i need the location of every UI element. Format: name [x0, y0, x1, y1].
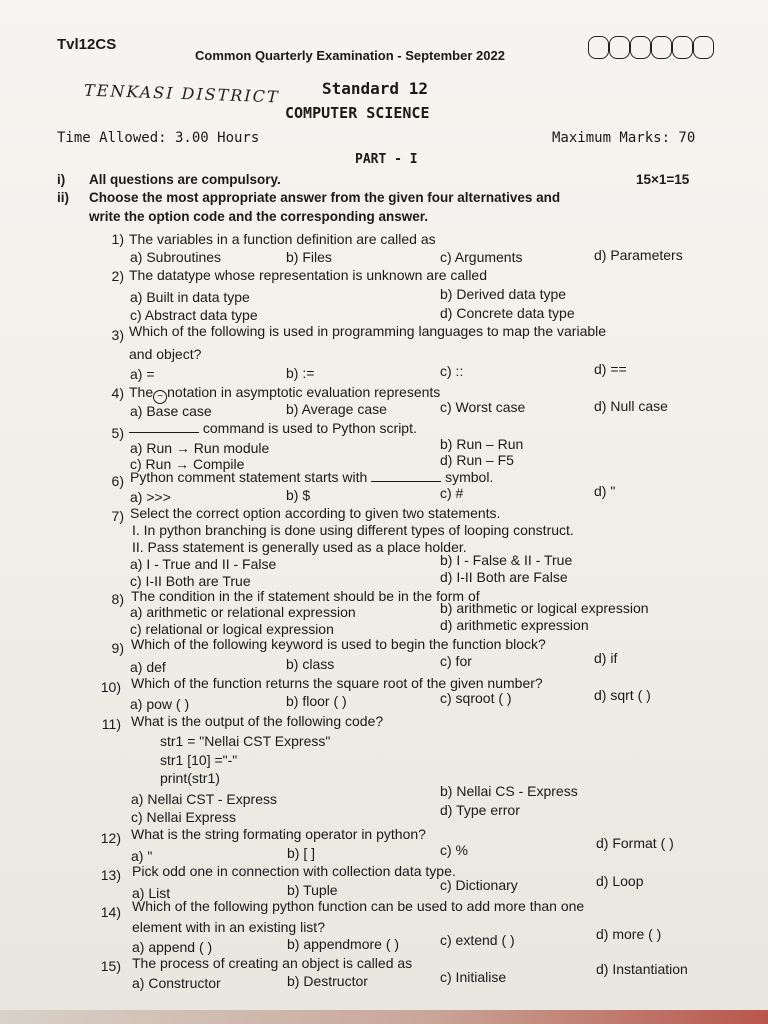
- question-text: The variables in a function definition are called as: [129, 231, 436, 247]
- option-c: c) I-II Both are True: [130, 573, 251, 589]
- instruction-number: i): [57, 172, 66, 187]
- question-text: Pick odd one in connection with collection data type.: [132, 863, 456, 879]
- instruction-text: All questions are compulsory.: [89, 172, 281, 187]
- question-text-cont: and object?: [129, 346, 202, 362]
- option-b: b) class: [286, 656, 335, 672]
- option-c: c) Nellai Express: [131, 809, 237, 825]
- question-number: 1): [111, 231, 124, 247]
- option-d: d) more ( ): [596, 926, 662, 942]
- option-b: b) I - False & II - True: [440, 552, 573, 568]
- option-a: a) >>>: [130, 489, 171, 505]
- option-d: d) Instantiation: [596, 961, 688, 977]
- option-a: a) pow ( ): [130, 696, 190, 712]
- question-number: 14): [100, 904, 121, 920]
- paper-code: Tvl12CS: [57, 36, 117, 53]
- option-a: a) =: [130, 366, 155, 382]
- option-a: a) def: [130, 659, 166, 675]
- question-number: 6): [111, 473, 124, 489]
- option-d: d) Type error: [440, 802, 520, 818]
- option-d: d) Format ( ): [596, 835, 674, 851]
- option-b: b) :=: [286, 365, 315, 381]
- question-number: 2): [111, 268, 124, 284]
- option-d: d) ==: [594, 361, 627, 377]
- option-c: c) Worst case: [440, 399, 526, 415]
- question-text-part: symbol.: [445, 469, 494, 485]
- roll-box: [651, 36, 672, 59]
- option-c: c) #: [440, 485, 464, 501]
- question-number: 13): [100, 867, 121, 883]
- option-d: d) Null case: [594, 398, 668, 414]
- question-text-part: Python comment statement starts with: [130, 469, 368, 485]
- subject-title: COMPUTER SCIENCE: [285, 104, 430, 122]
- option-c: c) ::: [440, 363, 464, 379]
- option-a: a) Run → Run module: [130, 440, 270, 456]
- option-d: d) Run – F5: [440, 452, 514, 468]
- question-text-cont: element with in an existing list?: [132, 919, 325, 935]
- roll-box: [630, 36, 651, 59]
- option-b: b) $: [286, 487, 311, 503]
- part-heading: PART - I: [355, 152, 418, 167]
- question-number: 5): [111, 425, 124, 441]
- question-text: [129, 420, 417, 436]
- option-c: c) Dictionary: [440, 877, 518, 893]
- option-b: b) Files: [286, 249, 332, 265]
- option-a: a) I - True and II - False: [130, 556, 277, 572]
- question-text: Which of the function returns the square root of the given number?: [131, 675, 543, 691]
- option-b: b) Average case: [286, 401, 387, 417]
- question-text-part: The: [129, 384, 154, 400]
- fill-in-blank: [371, 470, 441, 482]
- roll-number-boxes: [588, 36, 714, 59]
- question-text: Which of the following is used in programming languages to map the variable: [129, 323, 607, 339]
- option-b: b) floor ( ): [286, 693, 347, 709]
- exam-title: Common Quarterly Examination - September 2022: [195, 48, 505, 63]
- option-b: b) appendmore ( ): [287, 936, 400, 952]
- option-a: a) Subroutines: [130, 249, 222, 265]
- option-d: d) Loop: [596, 873, 644, 889]
- instruction-text: Choose the most appropriate answer from the given four alternatives and: [89, 190, 561, 205]
- option-a: a) Built in data type: [130, 289, 250, 305]
- paper-bottom-edge: [0, 1010, 768, 1024]
- question-number: 10): [100, 679, 121, 695]
- option-b: b) arithmetic or logical expression: [440, 600, 649, 616]
- option-c: c) Run → Compile: [130, 456, 245, 472]
- question-text: [129, 384, 440, 404]
- instruction-text: write the option code and the corresponding answer.: [89, 209, 429, 224]
- standard: Standard 12: [322, 79, 428, 98]
- statement-ii: II. Pass statement is generally used as a place holder.: [132, 539, 467, 555]
- option-a: a) Base case: [130, 403, 212, 419]
- option-b: b) [ ]: [287, 845, 316, 861]
- option-c: c) sqroot ( ): [440, 690, 512, 706]
- option-d: d) Parameters: [594, 247, 683, 263]
- roll-box: [672, 36, 693, 59]
- code-line: str1 = "Nellai CST Express": [160, 733, 331, 749]
- option-d: d) arithmetic expression: [440, 617, 589, 633]
- district-handwritten: TENKASI DISTRICT: [83, 80, 280, 107]
- question-number: 8): [111, 591, 124, 607]
- question-text: What is the string formating operator in python?: [131, 826, 426, 842]
- option-a: a) append ( ): [132, 939, 213, 955]
- option-b: b) Destructor: [287, 973, 368, 989]
- option-c: c) for: [440, 653, 472, 669]
- option-c: c) %: [440, 842, 468, 858]
- question-number: 9): [111, 640, 124, 656]
- option-d: d) sqrt ( ): [594, 687, 651, 703]
- roll-box: [609, 36, 630, 59]
- time-allowed: Time Allowed: 3.00 Hours: [57, 130, 260, 146]
- option-c: c) Arguments: [440, 249, 523, 265]
- question-text: Select the correct option according to given two statements.: [130, 505, 501, 521]
- roll-box: [693, 36, 714, 59]
- option-b: b) Tuple: [287, 882, 338, 898]
- question-text: The condition in the if statement should be in the form of: [131, 588, 480, 604]
- question-number: 7): [111, 508, 124, 524]
- option-c: c) extend ( ): [440, 932, 515, 948]
- option-a: a) arithmetic or relational expression: [130, 604, 356, 620]
- option-a: a) Nellai CST - Express: [131, 791, 278, 807]
- option-a: a) Constructor: [132, 975, 221, 991]
- option-c: c) relational or logical expression: [130, 621, 334, 637]
- question-text-part: command is used to Python script.: [202, 420, 417, 436]
- code-line: print(str1): [160, 770, 220, 786]
- option-c: c) Abstract data type: [130, 307, 258, 323]
- option-b: b) Derived data type: [440, 286, 567, 302]
- roll-box: [588, 36, 609, 59]
- question-number: 3): [111, 327, 124, 343]
- option-b: b) Run – Run: [440, 436, 524, 452]
- question-text: What is the output of the following code?: [131, 713, 384, 729]
- option-d: d) ": [594, 483, 616, 499]
- question-number: 12): [100, 830, 121, 846]
- question-number: 15): [100, 958, 121, 974]
- question-text: Which of the following python function can be used to add more than one: [132, 898, 585, 914]
- option-c: c) Initialise: [440, 969, 507, 985]
- theta-symbol-icon: ~: [153, 390, 167, 404]
- question-text-part: notation in asymptotic evaluation represents: [167, 384, 441, 400]
- option-a: a) ": [131, 848, 153, 864]
- option-d: d) if: [594, 650, 618, 666]
- code-line: str1 [10] ="-": [160, 752, 238, 768]
- option-b: b) Nellai CS - Express: [440, 783, 578, 799]
- maximum-marks: Maximum Marks: 70: [552, 130, 696, 146]
- fill-in-blank: [129, 421, 199, 433]
- instruction-number: ii): [57, 190, 69, 205]
- marks-calculation: 15×1=15: [636, 172, 690, 187]
- option-a: a) List: [132, 885, 171, 901]
- question-number: 11): [101, 716, 121, 732]
- statement-i: I. In python branching is done using different types of looping construct.: [132, 522, 574, 538]
- question-text: Which of the following keyword is used to begin the function block?: [131, 636, 546, 652]
- question-text: [130, 469, 493, 485]
- question-text: The datatype whose representation is unknown are called: [129, 267, 487, 283]
- option-d: d) Concrete data type: [440, 305, 575, 321]
- question-number: 4): [111, 385, 124, 401]
- question-text: The process of creating an object is called as: [132, 955, 413, 971]
- option-d: d) I-II Both are False: [440, 569, 568, 585]
